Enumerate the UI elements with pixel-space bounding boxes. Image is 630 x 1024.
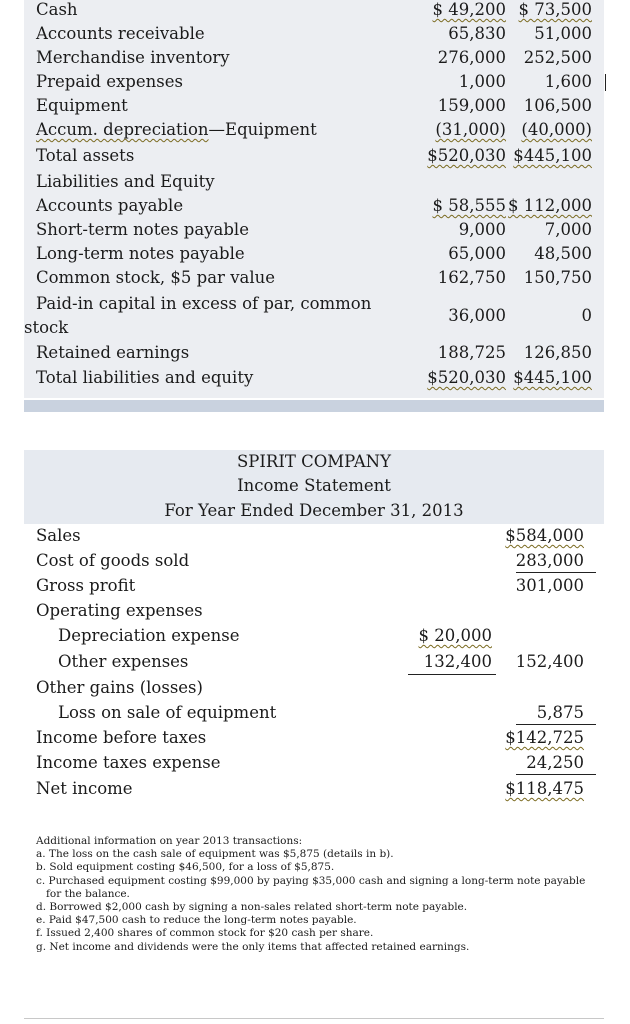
value-2012: 1,600 [544,72,592,91]
income-statement-header [24,450,604,524]
row-label: Other expenses [58,652,189,671]
note-item: c. Purchased equipment costing $99,000 by paying $35,000 cash and signing a long-term note payable for the balance. [36,874,586,900]
value-2013: 65,000 [448,244,506,263]
value-2013: 65,830 [448,24,506,43]
value-2012: 150,750 [523,268,592,287]
value-2013: 188,725 [437,343,506,362]
is-row-income-before-taxes [24,726,604,750]
value-2012: $445,100 [513,146,592,165]
bs-row-long-term-notes [24,242,604,266]
value-2012: $ 73,500 [518,0,592,19]
is-row-loss-on-sale [24,701,604,725]
note-item: b. Sold equipment costing $46,500, for a loss of $5,875. [36,861,335,874]
bs-row-equipment [24,94,604,118]
value-detail: 132,400 [423,652,492,671]
row-label: Gross profit [36,576,136,595]
is-row-cogs [24,549,604,573]
value: $584,000 [505,526,584,545]
is-row-operating-expenses [24,599,604,623]
value-2013: $520,030 [427,368,506,387]
note-item: g. Net income and dividends were the only items that affected retained earnings. [36,940,470,953]
income-statement [24,524,604,804]
additional-information [36,835,596,954]
rule [516,572,596,573]
row-label: Equipment [36,96,128,115]
row-label: Depreciation expense [58,626,240,645]
row-label: Total liabilities and equity [36,368,254,387]
value-2013: 9,000 [458,220,506,239]
row-label-line-2: stock [24,318,69,337]
bs-row-total-assets [24,144,604,168]
bs-row-accum-depreciation [24,118,604,142]
row-label: Loss on sale of equipment [58,703,277,722]
row-label: Prepaid expenses [36,72,183,91]
rule [408,674,496,675]
bs-row-paid-in-capital [24,292,604,340]
row-label: Accounts payable [36,196,184,215]
value-2013: 36,000 [448,306,506,325]
row-label-part-b: —Equipment [208,120,317,139]
value-2013: 1,000 [458,72,506,91]
is-row-other-gains [24,676,604,700]
value-2012: 48,500 [534,244,592,263]
row-label: Other gains (losses) [36,678,203,697]
note-item: a. The loss on the cash sale of equipment was $5,875 (details in b). [36,848,394,861]
value-2013: $ 49,200 [432,0,506,19]
note-item: f. Issued 2,400 shares of common stock for $20 cash per share. [36,927,374,940]
value-2012: $445,100 [513,368,592,387]
value-2012: 51,000 [534,24,592,43]
bs-row-short-term-notes [24,218,604,242]
table-footer-bar [24,400,604,412]
value: 283,000 [515,551,584,570]
value: $118,475 [505,779,584,798]
is-row-gross-profit [24,574,604,598]
bottom-divider [24,1018,604,1019]
value: 24,250 [526,753,584,772]
text-cursor [605,74,607,91]
value-2012: 106,500 [523,96,592,115]
balance-sheet [24,0,604,398]
value-2012: 0 [581,306,592,325]
row-label: Common stock, $5 par value [36,268,276,287]
row-label: Short-term notes payable [36,220,249,239]
value: 301,000 [515,576,584,595]
value-2013: 162,750 [437,268,506,287]
value: $142,725 [505,728,584,747]
row-label: Accounts receivable [36,24,205,43]
is-row-income-taxes [24,751,604,775]
row-label: Retained earnings [36,343,190,362]
value-2012: 126,850 [523,343,592,362]
value-detail: $ 20,000 [418,626,492,645]
row-label [36,118,317,142]
statement-period: For Year Ended December 31, 2013 [164,501,464,520]
row-label: Merchandise inventory [36,48,230,67]
row-label: Income taxes expense [36,753,221,772]
row-label: Cost of goods sold [36,551,190,570]
row-label: Long-term notes payable [36,244,245,263]
value: 152,400 [515,652,584,671]
bs-row-cash [24,0,604,22]
row-label: Cash [36,0,78,19]
rule [516,774,596,775]
bs-row-retained-earnings [24,341,604,365]
row-label-line-1: Paid-in capital in excess of par, common [36,294,372,313]
row-label: Income before taxes [36,728,207,747]
value-2012: 252,500 [523,48,592,67]
is-row-net-income [24,777,604,801]
notes-heading: Additional information on year 2013 transactions: [36,835,303,847]
bs-row-prepaid-expenses [24,70,604,94]
row-label-part-a: Accum. depreciation [36,120,209,139]
is-row-depreciation-expense [24,624,604,648]
value-2012: $ 112,000 [508,196,592,215]
value: 5,875 [536,703,584,722]
bs-row-total-liabilities-equity [24,366,604,390]
value-2013: (31,000) [435,120,506,139]
bs-row-common-stock [24,266,604,290]
bs-row-merchandise-inventory [24,46,604,70]
value-2013: $ 58,555 [432,196,506,215]
is-row-sales [24,524,604,548]
bs-row-accounts-payable [24,194,604,218]
value-2013: 276,000 [437,48,506,67]
value-2013: 159,000 [437,96,506,115]
bs-row-accounts-receivable [24,22,604,46]
statement-title: Income Statement [237,476,391,495]
bs-row-liabilities-equity-heading [24,170,604,194]
row-label: Sales [36,526,81,545]
note-item: e. Paid $47,500 cash to reduce the long-term notes payable. [36,914,357,927]
row-label: Total assets [36,146,135,165]
row-label: Operating expenses [36,601,203,620]
is-row-other-expenses [24,650,604,674]
value-2012: 7,000 [544,220,592,239]
row-label: Net income [36,779,133,798]
value-2012: (40,000) [521,120,592,139]
section-heading: Liabilities and Equity [36,172,215,191]
company-name: SPIRIT COMPANY [237,452,391,471]
note-item: d. Borrowed $2,000 cash by signing a non-sales related short-term note payable. [36,901,468,914]
rule [516,724,596,725]
value-2013: $520,030 [427,146,506,165]
